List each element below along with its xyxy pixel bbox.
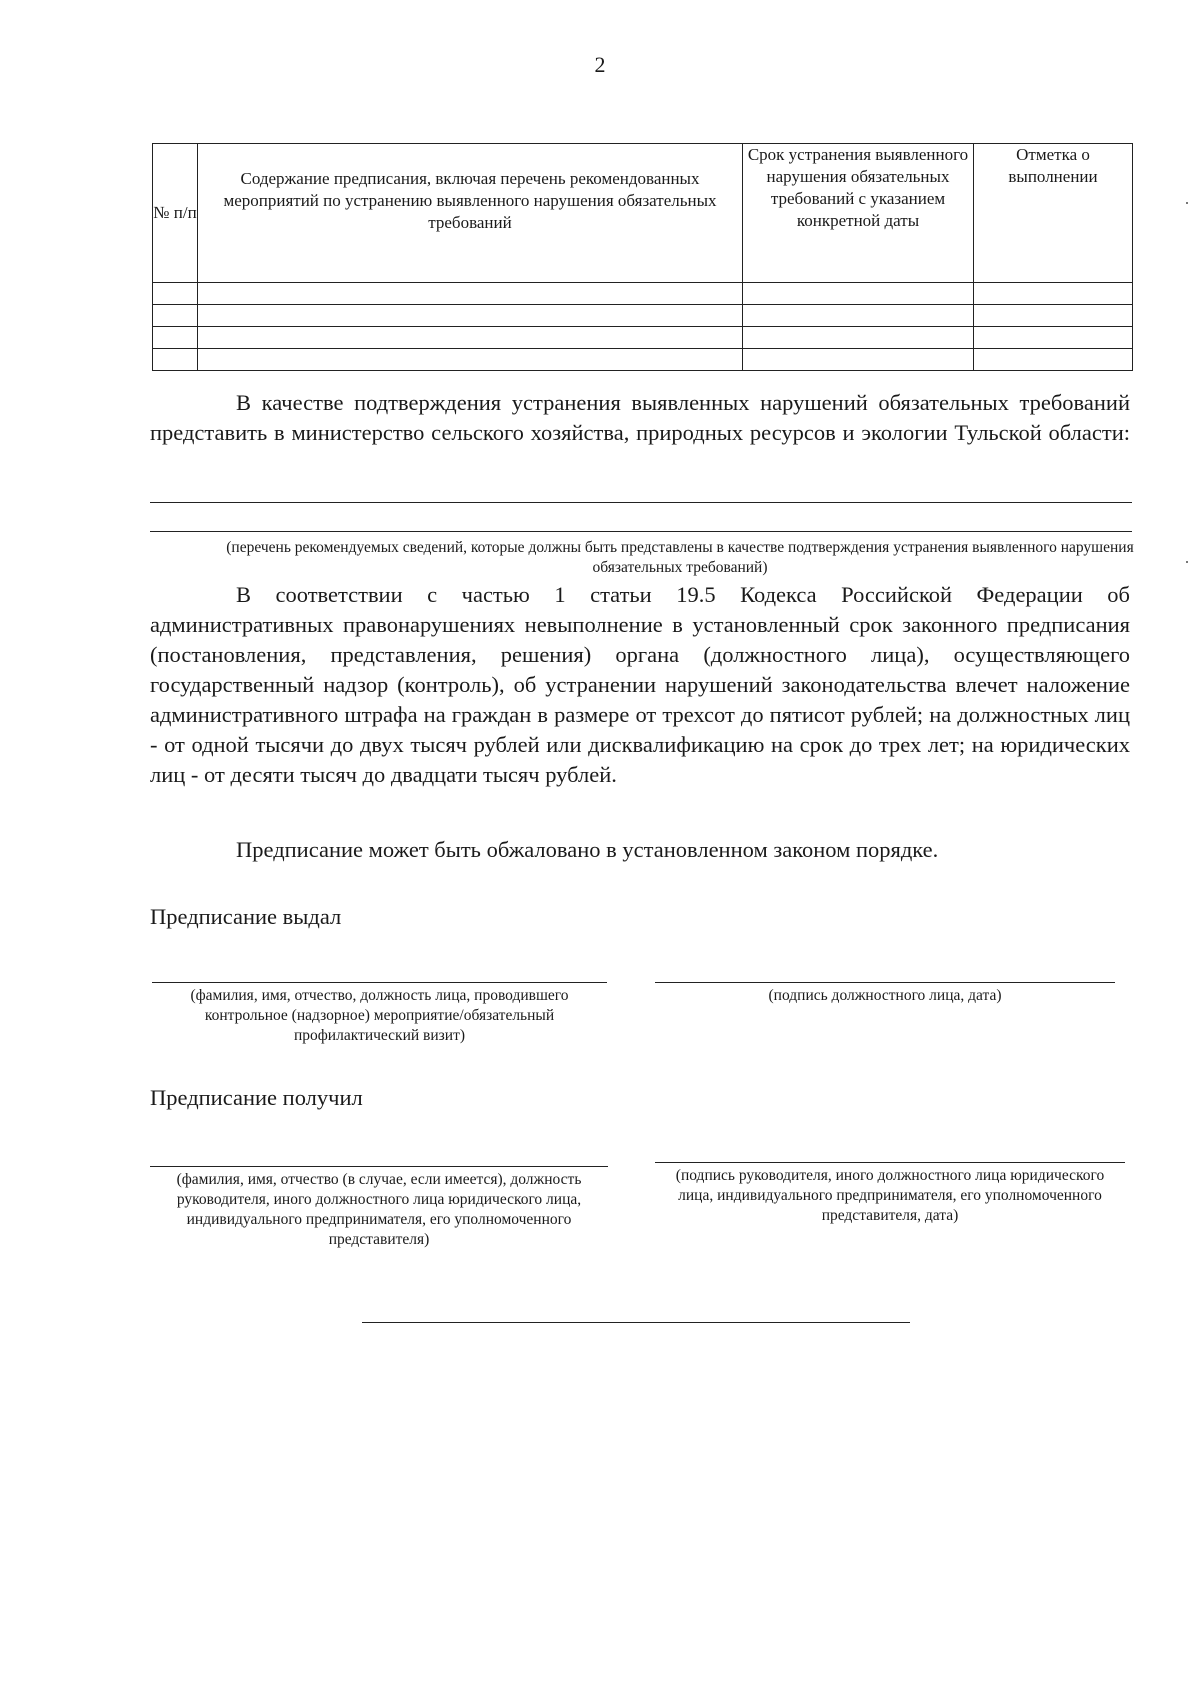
confirmation-paragraph: В качестве подтверждения устранения выявленных нарушений обязательных требований представить в министерство сельского хозяйства, природных ресурсов и экологии Тульской области: [150, 390, 1130, 445]
issued-signature-note: (подпись должностного лица, дата) [768, 987, 1002, 1004]
table-header-row [153, 144, 1133, 283]
table-cell [743, 283, 974, 305]
table-row [153, 349, 1133, 371]
received-name-note: (фамилия, имя, отчество (в случае, если имеется), должность руководителя, иного должностного лица юридического лица, индивидуального предпринимателя, его уполномоченного представителя) [176, 1171, 582, 1248]
header-number: № п/п [153, 144, 198, 283]
table-cell [974, 305, 1133, 327]
table-row [153, 327, 1133, 349]
table-cell [198, 349, 743, 371]
table-row [153, 283, 1133, 305]
issued-name-note: (фамилия, имя, отчество, должность лица, проводившего контрольное (надзорное) мероприятие/обязательный профилактический визит) [190, 987, 569, 1044]
table-cell [743, 349, 974, 371]
table-cell [153, 305, 198, 327]
received-label: Предписание получил [150, 1085, 363, 1110]
prescription-table [152, 143, 1133, 371]
table-cell [743, 305, 974, 327]
scan-mark [1186, 202, 1188, 204]
table-cell [198, 305, 743, 327]
header-content: Содержание предписания, включая перечень рекомендованных мероприятий по устранению выявленного нарушения обязательных требований [198, 144, 743, 283]
table-cell [198, 327, 743, 349]
table-cell [153, 283, 198, 305]
table-cell [198, 283, 743, 305]
page-number: 2 [594, 52, 606, 77]
received-name-line [150, 1166, 608, 1167]
confirmation-note: (перечень рекомендуемых сведений, которые должны быть представлены в качестве подтверждения устранения выявленного нарушения обязательных требований) [226, 539, 1134, 576]
table-cell [974, 283, 1133, 305]
table-row [153, 305, 1133, 327]
issued-name-line [152, 982, 607, 983]
received-signature-line [655, 1162, 1125, 1163]
appeal-paragraph: Предписание может быть обжаловано в установленном законом порядке. [236, 837, 939, 862]
issued-signature-line [655, 982, 1115, 983]
document-end-line [362, 1322, 910, 1323]
header-deadline: Срок устранения выявленного нарушения обязательных требований с указанием конкретной даты [743, 144, 974, 283]
table-cell [974, 327, 1133, 349]
issued-label: Предписание выдал [150, 904, 342, 929]
received-signature-note: (подпись руководителя, иного должностного лица юридического лица, индивидуального предпринимателя, его уполномоченного представителя, дата) [675, 1167, 1105, 1224]
scan-mark [1186, 561, 1188, 563]
legal-paragraph: В соответствии с частью 1 статьи 19.5 Кодекса Российской Федерации об административных правонарушениях невыполнение в установленный срок законного предписания (постановления, представления, решения) органа (должностного лица), осуществляющего государственный надзор (контроль), об устранении нарушений законодательства влечет наложение административного штрафа на граждан в размере от трехсот до пятисот рублей; на должностных лиц - от одной тысячи до двух тысяч рублей или дисквалификацию на срок до трех лет; на юридических лиц - от десяти тысяч до двадцати тысяч рублей. [150, 582, 1130, 787]
header-completion-mark: Отметка о выполнении [974, 144, 1133, 283]
table-cell [743, 327, 974, 349]
table-cell [974, 349, 1133, 371]
table-cell [153, 349, 198, 371]
confirmation-fill-line-1 [150, 502, 1132, 503]
table-cell [153, 327, 198, 349]
confirmation-fill-line-2 [150, 531, 1132, 532]
